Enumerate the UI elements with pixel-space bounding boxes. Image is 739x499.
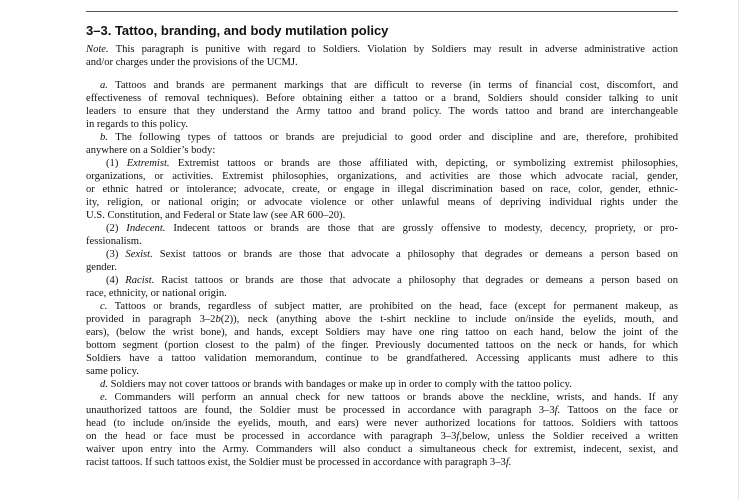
paragraph-c-line: bottom segment (portion closest to the palm) of the finger. Previously documented tattoos on the neck or hands, for which <box>86 340 678 351</box>
item-3-line: gender. <box>86 262 117 273</box>
paragraph-c-line: c. Tattoos or brands, regardless of subject matter, are prohibited on the head, face (except for permanent makeup, as <box>100 301 678 312</box>
item-1-line: U.S. Constitution, and Federal or State law (see AR 600–20). <box>86 210 346 221</box>
item-2-line: fessionalism. <box>86 236 142 247</box>
item-4-line: race, ethnicity, or national origin. <box>86 288 227 299</box>
note-line: and/or charges under the provisions of the UCMJ. <box>86 57 298 68</box>
section-title: Tattoo, branding, and body mutilation policy <box>114 23 389 38</box>
item-1-line: ity, religion, or national origin; or advocate violence or other unlawful means of depriving individual rights under the <box>86 197 678 208</box>
paragraph-e-line: head (to include on/inside the eyelids, mouth, and ears) were never authorized locations for tattoos. Soldiers with tattoos <box>86 418 678 429</box>
paragraph-c-line: Soldiers have a tattoo validation memorandum, continue to be grandfathered. Accessing applicants must adhere to this <box>86 353 678 364</box>
note-line: Note. This paragraph is punitive with regard to Soldiers. Violation by Soldiers may result in adverse administrative action <box>86 44 678 55</box>
paragraph-b-line: anywhere on a Soldier’s body: <box>86 145 216 156</box>
section-number: 3–3. <box>86 23 112 38</box>
top-rule <box>86 11 678 12</box>
paragraph-a-line: leaders to ensure that they understand the Army tattoo and brand policy. The words tattoo and brand are interchangeable <box>86 106 678 117</box>
paragraph-d-line: d. Soldiers may not cover tattoos or brands with bandages or make up in order to comply with the tattoo policy. <box>100 379 572 390</box>
paragraph-c-line: same policy. <box>86 366 139 377</box>
item-3-line: (3) Sexist. Sexist tattoos or brands are those that advocate a philosophy that degrades or demeans a person based on <box>106 249 679 260</box>
paragraph-a-line: in regards to this policy. <box>86 119 188 130</box>
item-2-line: (2) Indecent. Indecent tattoos or brands are those that are grossly offensive to modesty, decency, propriety, or pro- <box>106 223 679 234</box>
item-4-line: (4) Racist. Racist tattoos or brands are those that advocate a philosophy that degrades or demeans a person based on <box>106 275 678 286</box>
section-heading <box>86 22 686 39</box>
paragraph-b-line: b. The following types of tattoos or brands are prejudicial to good order and discipline and are, therefore, prohibited <box>100 132 678 143</box>
paragraph-a-line: a. Tattoos and brands are permanent markings that are difficult to reverse (in terms of financial cost, discomfort, and <box>100 80 678 91</box>
item-1-line: (1) Extremist. Extremist tattoos or brands are those affiliated with, depicting, or symbolizing extremist philosophies, <box>106 158 678 169</box>
paragraph-e-line: on the head or face must be processed in accordance with paragraph 3–3f,below, unless the Soldier received a written <box>86 431 679 442</box>
paragraph-e-line: unauthorized tattoos are found, the Soldier must be processed in accordance with paragraph 3–3f. Tattoos on the face or <box>86 405 678 416</box>
paragraph-e-line: racist tattoos. If such tattoos exist, the Soldier must be processed in accordance with paragraph 3–3f. <box>86 457 512 468</box>
paragraph-e-line: waiver upon entry into the Army. Commanders will also conduct a simultaneous check for extremist, indecent, sexist, and <box>86 444 678 455</box>
paragraph-e-line: e. Commanders will perform an annual check for new tattoos or brands above the neckline, wrists, and hands. If any <box>100 392 678 403</box>
paragraph-c-line: provided in paragraph 3–2b(2)), neck (anything above the t-shirt neckline to include on/inside the eyelids, mouth, and <box>86 314 678 325</box>
paragraph-c-line: ears), (below the wrist bone), and hands, except Soldiers may have one ring tattoo on each hand, below the joint of the <box>86 327 678 338</box>
paragraph-a-line: effectiveness of removal techniques). Before obtaining either a tattoo or a brand, Soldiers should consider talking to unit <box>86 93 678 104</box>
item-1-line: organizations, or activities. Extremist philosophies, organizations, and activities are those which advocate racial, gender, <box>86 171 678 182</box>
item-1-line: or ethnic hatred or intolerance; advocate, create, or engage in illegal discrimination based on race, color, gender, ethnic- <box>86 184 678 195</box>
